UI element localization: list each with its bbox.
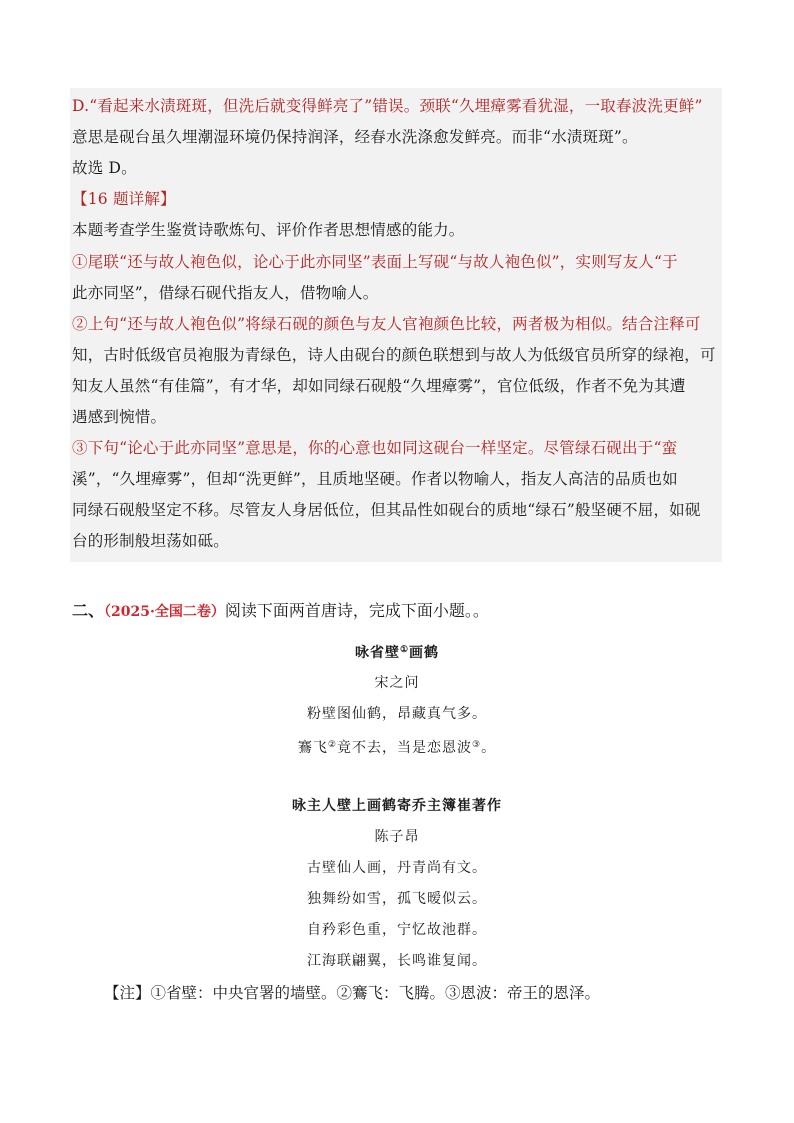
poem2-line-4: 江海联翩翼，长鸣谁复闻。 [307,953,487,969]
poem1-title: 咏省壁①画鹤 [354,645,440,661]
poem1-line-2: 鶱飞②竟不去，当是恋恩波③。 [297,740,497,756]
poem2-line-2: 独舞纷如雪，孤飞暧似云。 [307,891,487,907]
point3-line-2: 溪”，“久埋瘴雾”，但却“洗更鲜”，且质地坚硬。作者以物喻人，指友人高洁的品质也如 [72,470,678,488]
poem2-line-1: 古壁仙人画，丹青尚有文。 [307,860,487,876]
point1-line-2: 此亦同坚”，借绿石砚代指友人，借物喻人。 [72,284,379,302]
point3-line-4: 台的形制般坦荡如砥。 [72,532,230,550]
poem2-line-3: 自矜彩色重，宁忆故池群。 [307,922,487,938]
poem2-author: 陈子昂 [374,829,420,845]
point2-line-2: 知，古时低级官员袍服为青绿色，诗人由砚台的颜色联想到与故人为低级官员所穿的绿袍，可 [72,346,716,364]
point2-line-4: 遇感到惋惜。 [72,408,167,426]
point2-line-3: 知友人虽然“有佳篇”，有才华，却如同绿石砚般“久埋瘴雾”，官位低级，作者不免为其遭 [72,377,686,395]
poem1-author: 宋之问 [374,675,420,691]
poem2-title: 咏主人壁上画鹤寄乔主簿崔著作 [292,798,502,814]
question-number: 二、 [72,601,105,620]
option-d-line-1: D.“看起来水渍斑斑，但洗后就变得鲜亮了”错误。颈联“久埋瘴雾看犹湿，一取春波洗更鲜” [72,97,703,115]
choose-answer: 故选 D。 [72,159,137,177]
point3-line-3: 同绿石砚般坚定不移。尽管友人身居低位，但其品性如砚台的质地“绿石”般坚硬不屈，如砚 [72,501,701,519]
question-heading [72,600,489,623]
point1-line-1: ①尾联“还与故人袍色似，论心于此亦同坚”表面上写砚“与故人袍色似”，实则写友人“于 [72,253,678,271]
question-prompt: 阅读下面两首唐诗，完成下面小题。。 [224,601,489,620]
question-source: （2025·全国二卷） [104,604,225,620]
poem1-line-1: 粉壁图仙鹤，昂藏真气多。 [307,706,487,722]
q16-intro: 本题考查学生鉴赏诗歌炼句、评价作者思想情感的能力。 [72,221,465,239]
point3-line-1: ③下句“论心于此亦同坚”意思是，你的心意也如同这砚台一样坚定。尽管绿石砚出于“蛮 [72,439,678,457]
poem-notes: 【注】①省壁：中央官署的墙壁。②鶱飞：飞腾。③恩波：帝王的恩泽。 [104,984,601,1002]
option-d-line-2: 意思是砚台虽久埋潮湿环境仍保持润泽，经春水洗涤愈发鲜亮。而非“水渍斑斑”。 [72,128,638,146]
point2-line-1: ②上句“还与故人袍色似”将绿石砚的颜色与友人官袍颜色比较，两者极为相似。结合注释可 [72,315,701,333]
q16-header: 【16 题详解】 [72,190,176,208]
